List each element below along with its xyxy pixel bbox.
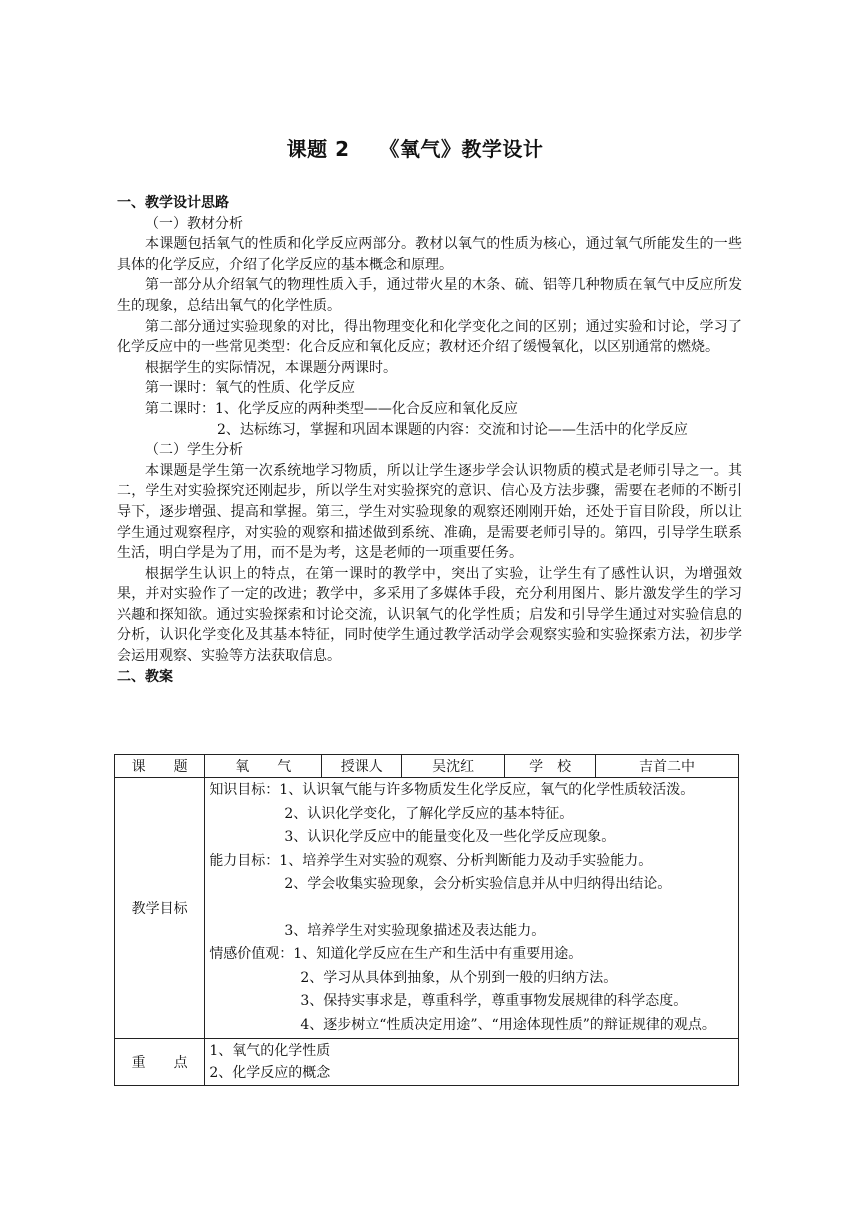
goal-line: 3、认识化学反应中的能量变化及一些化学反应现象。 [284,829,616,845]
school-label-cell: 学 校 [505,755,596,778]
teacher-label-cell: 授课人 [322,755,402,778]
goal-line: 4、逐步树立“性质决定用途”、“用途体现性质”的辩证规律的观点。 [300,1016,716,1033]
school-value-cell: 吉首二中 [596,755,739,778]
goal-line: 能力目标：1、培养学生对实验的观察、分析判断能力及动手实验能力。 [209,852,653,869]
goal-line: 2、认识化学变化，了解化学反应的基本特征。 [284,805,574,822]
topic-value-cell: 氧 气 [205,755,322,778]
subsection-heading-material: （一）教材分析 [145,215,243,232]
focus-content-cell [205,1039,739,1086]
paragraph: 第一部分从介绍氧气的物理性质入手，通过带火星的木条、硫、铝等几种物质在氧气中反应所发生的现象，总结出氧气的化学性质。 [117,277,742,314]
lesson-one-line: 第一课时：氧气的性质、化学反应 [145,380,355,397]
goal-line: 知识目标：1、认识氧气能与许多物质发生化学反应，氧气的化学性质较活泼。 [209,782,695,798]
design-ideas-section [117,193,742,687]
goal-line: 3、培养学生对实验现象描述及表达能力。 [284,922,546,939]
subsection-heading-students: （二）学生分析 [145,442,243,459]
goal-line: 3、保持实事求是，尊重科学，尊重事物发展规律的科学态度。 [300,993,688,1009]
paragraph: 本课题是学生第一次系统地学习物质，所以让学生逐步学会认识物质的模式是老师引导之一。其二，学生对实验探究还刚起步，所以学生对实验探究的意识、信心及方法步骤，需要在老师的不断引导下，逐步增强、提高和掌握。第三，学生对实验现象的观察还刚刚开始，还处于盲目阶段，所以让学生通过观察程序，对实验的观察和描述做到系统、准确，是需要老师引导的。第四，引导学生联系生活，明白学是为了用，而不是为考，这是老师的一项重要任务。 [117,462,742,562]
table-row [115,755,739,778]
section-heading-design-ideas: 一、教学设计思路 [117,195,229,211]
paragraph: 根据学生的实际情况，本课题分两课时。 [145,359,397,376]
paragraph: 根据学生认识上的特点，在第一课时的教学中，突出了实验，让学生有了感性认识，为增强效果，并对实验作了一定的改进；教学中，多采用了多媒体手段，充分利用图片、影片激发学生的学习兴趣和探知欲。通过实验探索和讨论交流，认识氧气的化学性质；启发和引导学生通过对实验信息的分析，认识化学变化及其基本特征，同时使学生通过教学活动学会观察实验和实验探索方法，初步学会运用观察、实验等方法获取信息。 [117,565,742,665]
document-title: 课题 2 《氧气》教学设计 [286,137,544,161]
section-heading-lesson-plan: 二、教案 [117,668,173,685]
goal-line: 2、学习从具体到抽象，从个别到一般的归纳方法。 [300,969,618,986]
teacher-value-cell: 吴沈红 [402,755,505,778]
table-row [115,778,739,1039]
goals-content-cell [205,778,739,1039]
goal-line: 2、学会收集实验现象，会分析实验信息并从中归纳得出结论。 [284,876,672,892]
focus-item: 1、氧气的化学性质 [209,1043,331,1059]
paragraph: 第二部分通过实验现象的对比，得出物理变化和化学变化之间的区别；通过实验和讨论，学习了化学反应中的一些常见类型：化合反应和氧化反应；教材还介绍了缓慢氧化，以区别通常的燃烧。 [117,318,742,356]
focus-label-cell: 重 点 [115,1039,205,1086]
lesson-two-line: 第二课时：1、化学反应的两种类型——化合反应和氧化反应 [145,400,518,417]
focus-item: 2、化学反应的概念 [209,1065,331,1081]
lesson-plan-table [114,754,739,1086]
paragraph: 本课题包括氧气的性质和化学反应两部分。教材以氧气的性质为核心，通过氧气所能发生的一些具体的化学反应，介绍了化学反应的基本概念和原理。 [117,236,742,273]
topic-label-cell: 课 题 [115,755,205,778]
table-row [115,1039,739,1086]
goals-label-cell: 教学目标 [115,778,205,1039]
lesson-two-item: 2、达标练习，掌握和巩固本课题的内容：交流和讨论——生活中的化学反应 [217,421,688,438]
goal-line: 情感价值观：1、知道化学反应在生产和生活中有重要用途。 [209,946,583,962]
